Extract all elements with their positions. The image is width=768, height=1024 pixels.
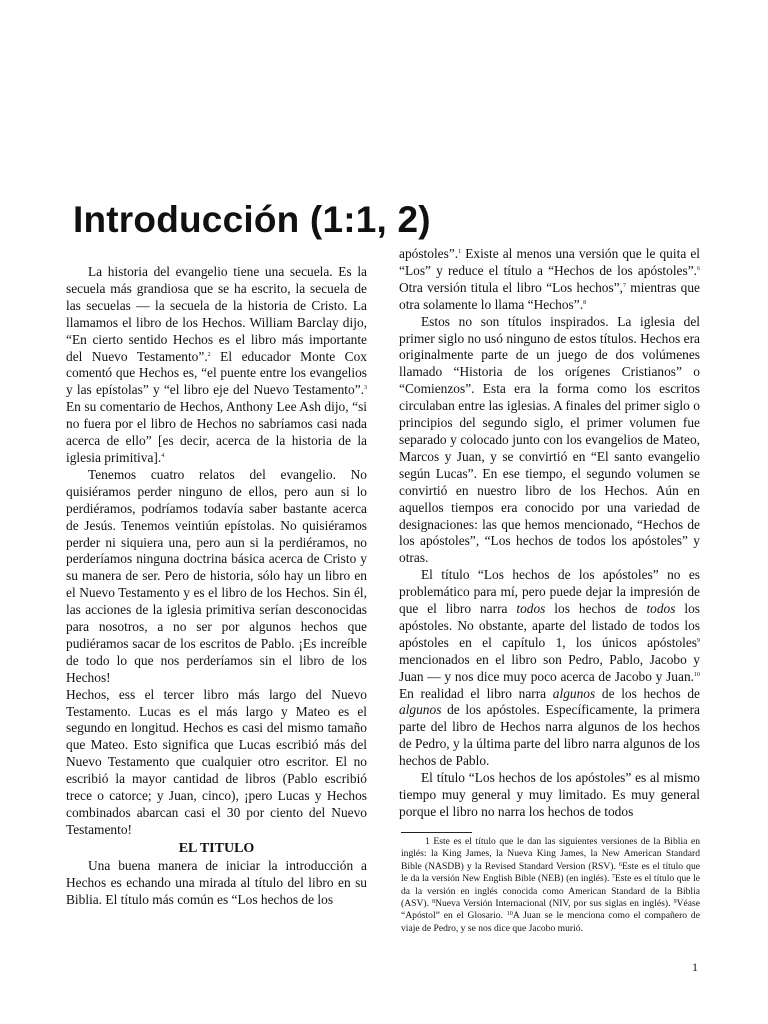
paragraph-titulo-problematico: El título “Los hechos de los apóstoles” no es problemático para mí, pero puede dejar la impresión de que el libro narra todos los hechos de todos los apóstoles. No obstante, aparte del listado de todos los apóstoles en el capítulo 1, los únicos apóstoles$^9$ mencionados en el libro son Pedro, Pablo, Jacobo y Juan — y nos dice muy poco acerca de Jacobo y Juan.$^{10}$ En realidad el libro narra algunos de los hechos de algunos de los apóstoles. Específicamente, la primera parte del libro de Hechos narra algunos de los hechos de Pedro, y la última parte del libro narra algunos de los hechos de Pablo. — [399, 567, 700, 769]
paragraph-titulos-inspirados: Estos no son títulos inspirados. La iglesia del primer siglo no usó ninguno de estos títulos. Hechos era originalmente parte de un juego de dos volúmenes llamado “Historia de los orígenes Cristianos” o “Comienzos”. Esta era la forma como los escritos circulaban entre las iglesias. A finales del primer siglo o principios del segundo siglo, el primer volumen fue separado y colocado junto con los evangelios de Mateo, Marcos y Juan, y se convirtió en “El santo evangelio según Lucas”. En ese tiempo, el segundo volumen se convirtió en nuestro libro de los Hechos. Aún en aquellos tiempos era conocido por una variedad de designaciones: las que hemos mencionado, “Hechos de los apóstoles”, “Los hechos de todos los apóstoles” y otras. — [399, 313, 700, 566]
footnote-ref: 2 — [207, 351, 211, 358]
footnote-ref: 4 — [161, 452, 165, 459]
section-heading: EL TITULO — [178, 840, 255, 856]
footnote-ref: 1 — [458, 249, 462, 255]
footnote-ref: 6 — [697, 265, 700, 272]
footnotes — [401, 836, 700, 935]
footnote-divider — [401, 832, 472, 833]
footnote-text: 1 Este es el título que le dan las siguientes versiones de la Biblia en inglés: la King James, la Nueva King James, la New American Standard Bible (NASDB) y la Revised Standard Version (RSV). $^6$Este es el título que le da la versión New English Bible (NEB) (en inglés). $^7$Este es el título que le da la versión en inglés conocida como American Standard de la Biblia (ASV). $^8$Nueva Versión Internacional (NIV, por sus siglas en inglés). $^9$Véase “Apóstol” en el Glosario. $^{10}$A Juan se le menciona como el compañero de viaje de Pedro, y se nos dice que Jacobo murió. — [401, 836, 701, 934]
footnote-ref: 8 — [583, 299, 587, 306]
paragraph-relatos: Tenemos cuatro relatos del evangelio. No quisiéramos perder ninguno de ellos, pero aun si lo perdiéramos, podríamos todavía saber bastante acerca de Jesús. Tenemos veintiún epístolas. No quisiéramos perder ni siquiera una, pero aun si la perdiéramos, no perderíamos ninguna doctrina básica acerca de Cristo y su manera de ser. Pero de historia, sólo hay un libro en el Nuevo Testamento y es el libro de los Hechos. Sin él, las acciones de la iglesia primitiva serían desconocidas para nosotros, a no ser por algunos hechos que pudiéramos sacar de los escritos de Pablo. ¡Es increíble de todo lo que nos perderíamos sin el libro de los Hechos! — [66, 466, 367, 685]
footnote-ref: 3 — [364, 385, 367, 392]
right-column — [399, 246, 700, 821]
footnote-ref: 9 — [697, 637, 700, 644]
paragraph-titulo-intro: Una buena manera de iniciar la introducción a Hechos es echando una mirada al título del libro en su Biblia. El título más común es “Los hechos de los — [66, 857, 367, 907]
footnote-ref: 10 — [694, 671, 700, 678]
paragraph-tercer-libro: Hechos, ess el tercer libro más largo del Nuevo Testamento. Lucas es el más largo y Mateo es el segundo en longitud. Hechos es casi del mismo tamaño que Mateo. Esto significa que Lucas escribió más del Nuevo Testamento que cualquier otro escritor. El no escribió la mayor cantidad de libros (Pablo escribió trece o catorce; y Juan, cinco), ¡pero Lucas y Hechos combinados abarcan casi el 30 por ciento del Nuevo Testamento! — [66, 686, 367, 837]
footnote-ref: 7 — [622, 282, 626, 289]
paragraph-titulo-general: El título “Los hechos de los apóstoles” es al mismo tiempo muy general y muy limitado. Es muy general porque el libro no narra los hechos de todos — [399, 770, 700, 819]
chapter-title: Introducción (1:1, 2) — [73, 199, 431, 240]
left-column — [66, 264, 367, 909]
paragraph-versiones: apóstoles”.$^1$ Existe al menos una versión que le quita el “Los” y reduce el título a “Hechos de los apóstoles”.$^6$ Otra versión titula el libro “Los hechos”,$^7$ mientras que otra solamente lo llama “Hechos”.$^8$ — [399, 246, 701, 312]
page-number: 1 — [692, 960, 698, 974]
paragraph-secuela: La historia del evangelio tiene una secuela. Es la secuela más grandiosa que se ha escrito, la secuela de las secuelas — la secuela de la historia de Cristo. La llamamos el libro de los Hechos. William Barclay dijo, “En cierto sentido Hechos es el libro más importante del Nuevo Testamento”.$^2$ El educador Monte Cox comentó que Hechos es, “el puente entre los evangelios y las epístolas” y “el libro eje del Nuevo Testamento”.$^3$ En su comentario de Hechos, Anthony Lee Ash dijo, “si no fuera por el libro de Hechos no sabríamos casi nada acerca de ello” [es decir, acerca de la historia de la iglesia primitiva].$^4$ — [66, 264, 367, 465]
